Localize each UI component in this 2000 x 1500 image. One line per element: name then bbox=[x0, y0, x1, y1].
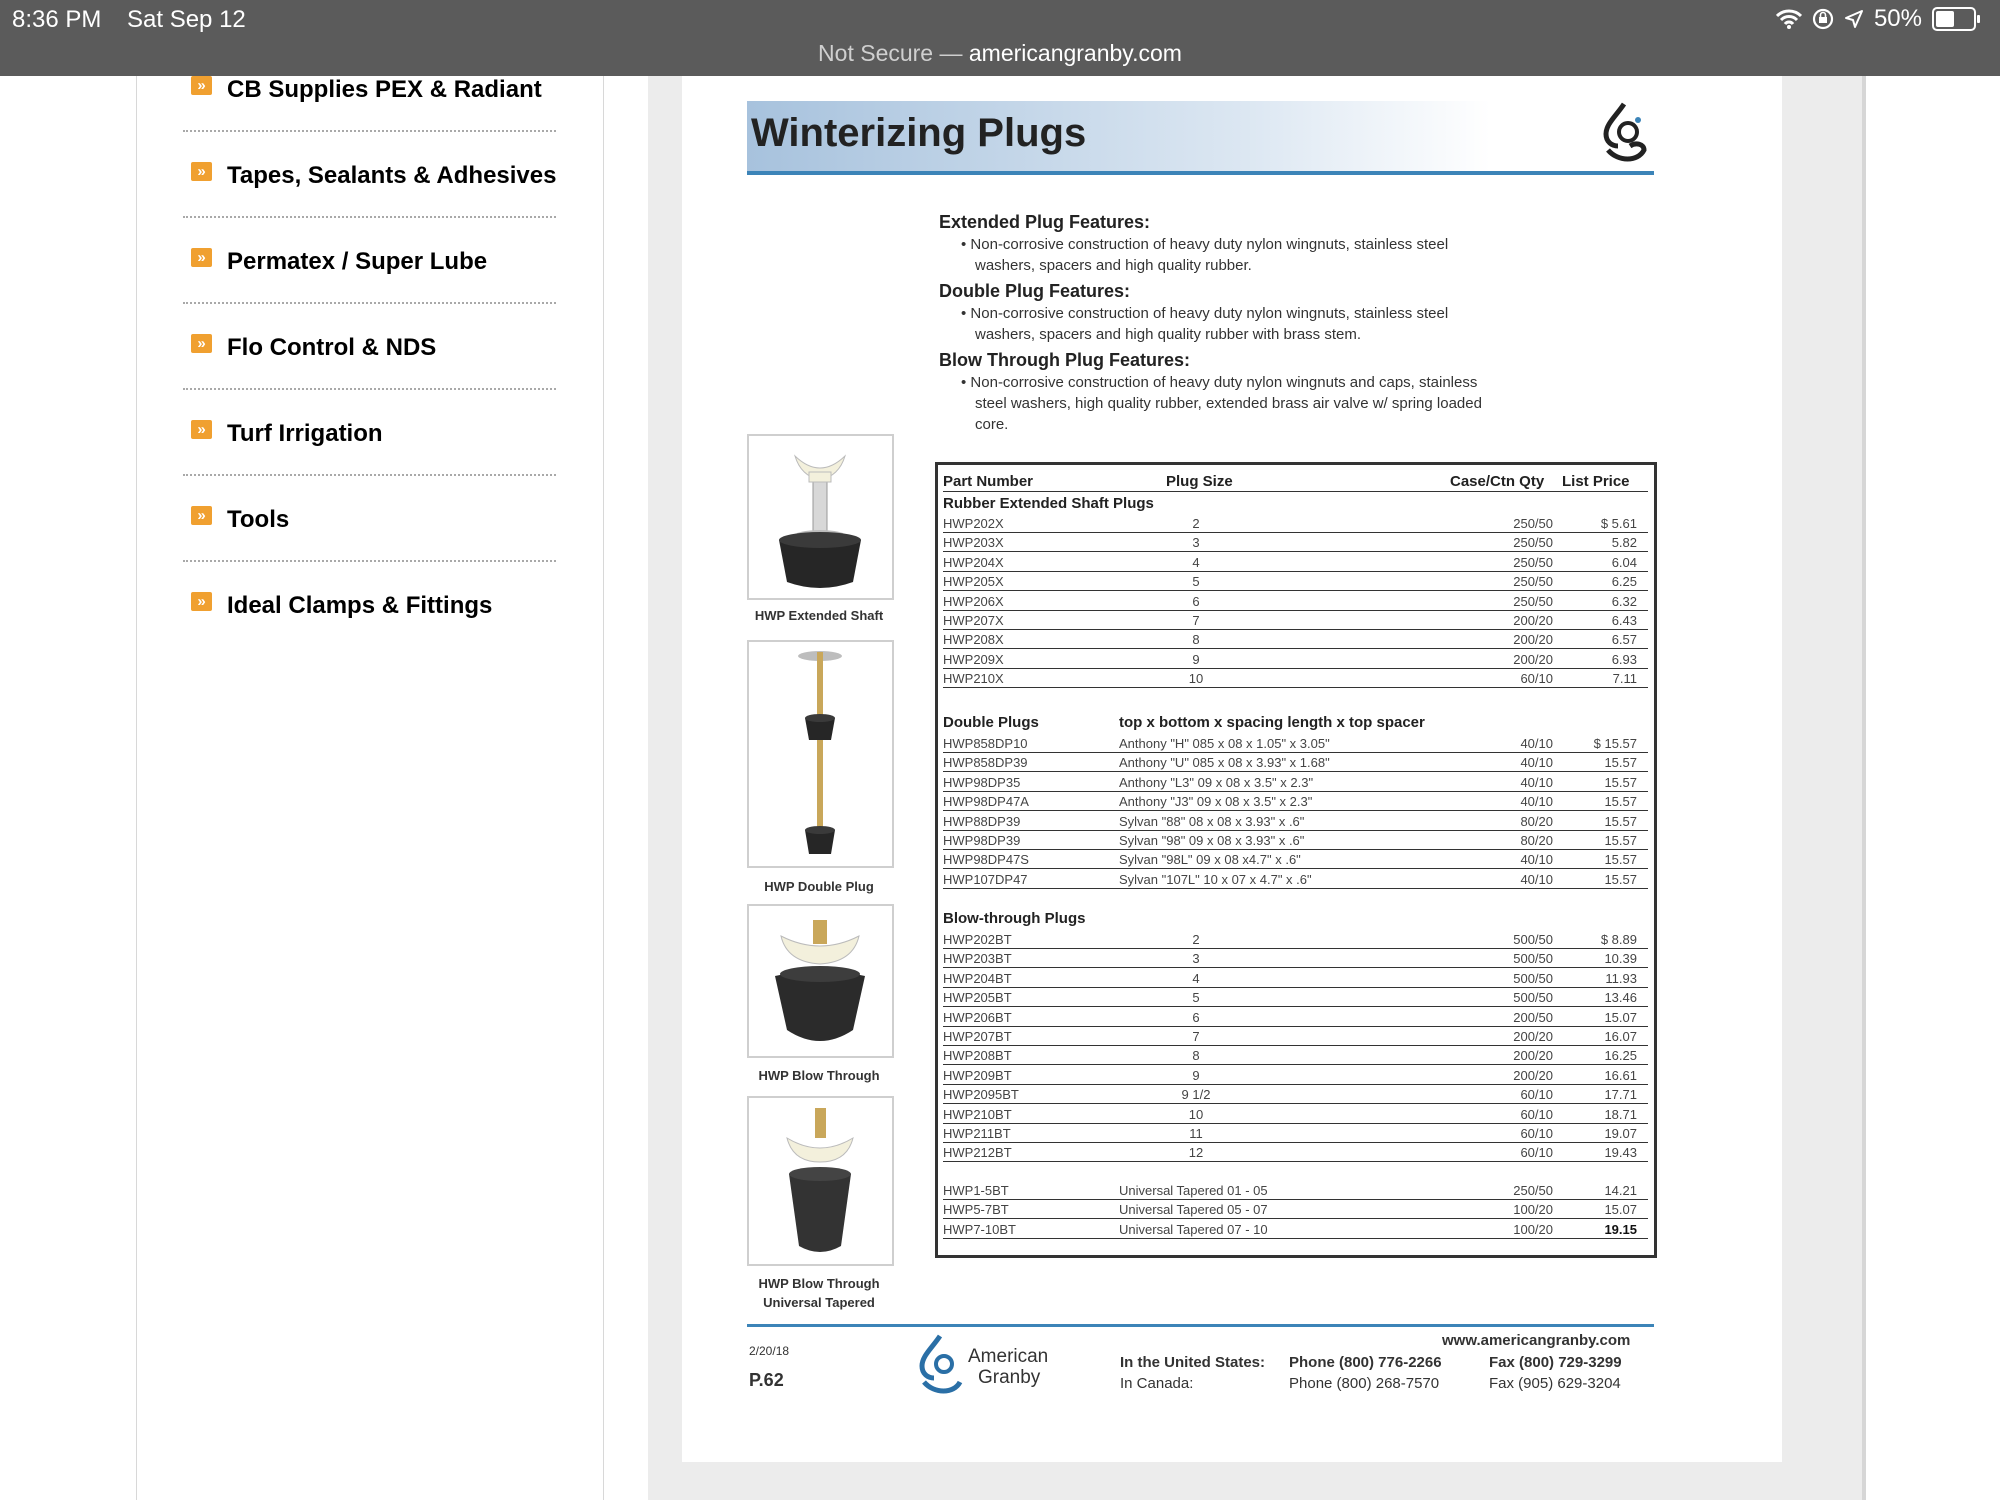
photo-caption: Universal Tapered bbox=[763, 1295, 875, 1310]
cell-part: HWP206X bbox=[943, 593, 1004, 609]
cell-size: 3 bbox=[1192, 951, 1200, 967]
feature-heading: Double Plug Features: bbox=[939, 281, 1131, 301]
table-row bbox=[943, 592, 1648, 611]
cell-part: HWP98DP35 bbox=[943, 774, 1021, 790]
feature-heading: Blow Through Plug Features: bbox=[939, 350, 1190, 370]
cell-qty: 250/50 bbox=[1513, 554, 1553, 570]
cell-qty: 40/10 bbox=[1520, 774, 1553, 790]
header-part-number: Part Number bbox=[943, 473, 1034, 490]
footer-brand-line-1: American bbox=[968, 1346, 1049, 1367]
divider bbox=[183, 560, 556, 562]
cell-size: 6 bbox=[1192, 1009, 1200, 1025]
cell-size: 9 1/2 bbox=[1181, 1087, 1211, 1103]
table-row bbox=[943, 669, 1648, 688]
cell-size: 8 bbox=[1192, 1048, 1200, 1064]
cell-qty: 200/20 bbox=[1513, 613, 1553, 628]
cell-qty: 250/50 bbox=[1513, 1183, 1553, 1198]
orientation-lock-icon bbox=[1812, 8, 1834, 30]
cell-qty: 80/20 bbox=[1520, 833, 1553, 848]
sidebar-item-label[interactable]: Permatex / Super Lube bbox=[227, 248, 488, 275]
cell-desc: Anthony "U" 085 x 08 x 3.93" x 1.68" bbox=[1119, 755, 1330, 771]
footer-us-fax: Fax (800) 729-3299 bbox=[1489, 1354, 1622, 1371]
cell-price: 16.61 bbox=[1604, 1067, 1637, 1083]
table-row bbox=[943, 1105, 1648, 1124]
cell-price: 15.07 bbox=[1604, 1009, 1637, 1025]
footer-us-phone: Phone (800) 776-2266 bbox=[1289, 1354, 1442, 1371]
section-title-extended: Rubber Extended Shaft Plugs bbox=[943, 495, 1154, 512]
cell-part: HWP211BT bbox=[943, 1126, 1011, 1141]
footer-canada-label: In Canada: bbox=[1120, 1375, 1194, 1392]
cell-size: 10 bbox=[1188, 671, 1204, 687]
cell-price: 10.39 bbox=[1604, 951, 1637, 967]
table-row bbox=[943, 1143, 1648, 1162]
cell-qty: 40/10 bbox=[1520, 755, 1553, 771]
product-photo-universal-tapered bbox=[747, 1096, 894, 1266]
table-row bbox=[943, 930, 1648, 949]
table-row bbox=[943, 969, 1648, 988]
photo-caption: HWP Blow Through bbox=[758, 1068, 880, 1083]
cell-part: HWP210X bbox=[943, 671, 1004, 687]
cell-qty: 200/20 bbox=[1513, 1048, 1553, 1064]
sidebar-item-turf-irrigation[interactable] bbox=[191, 420, 571, 506]
cell-part: HWP206BT bbox=[943, 1009, 1012, 1025]
product-photo-extended-shaft bbox=[747, 434, 894, 600]
wifi-icon bbox=[1776, 9, 1802, 29]
table-row bbox=[943, 1027, 1648, 1046]
cell-qty: 60/10 bbox=[1520, 1126, 1553, 1141]
cell-size: 9 bbox=[1192, 651, 1200, 667]
cell-price: 15.57 bbox=[1604, 833, 1637, 848]
footer-page-number: P.62 bbox=[749, 1370, 784, 1390]
footer-rule bbox=[747, 1324, 1654, 1327]
cell-qty: 200/20 bbox=[1513, 1067, 1553, 1083]
cell-price: 6.93 bbox=[1611, 651, 1637, 667]
double-chevron-icon: » bbox=[191, 506, 212, 525]
table-row bbox=[943, 1066, 1648, 1085]
american-granby-footer-logo-icon bbox=[916, 1334, 964, 1396]
cell-size: 7 bbox=[1192, 1029, 1200, 1044]
cell-part: HWP209BT bbox=[943, 1067, 1012, 1083]
table-row bbox=[943, 611, 1648, 630]
table-row bbox=[943, 831, 1648, 850]
cell-price: 19.07 bbox=[1604, 1126, 1637, 1141]
double-desc-header: top x bottom x spacing length x top spacer bbox=[1119, 714, 1425, 731]
cell-price: 15.57 bbox=[1604, 852, 1637, 868]
cell-price: 15.57 bbox=[1604, 871, 1637, 887]
table-row bbox=[943, 850, 1648, 869]
double-chevron-icon: » bbox=[191, 334, 212, 353]
cell-part: HWP7-10BT bbox=[943, 1221, 1016, 1237]
cell-price: 15.57 bbox=[1604, 794, 1637, 810]
footer-us-label: In the United States: bbox=[1120, 1354, 1266, 1371]
cell-qty: 100/20 bbox=[1513, 1202, 1553, 1218]
cell-part: HWP205X bbox=[943, 574, 1004, 590]
cell-size: 9 bbox=[1192, 1067, 1200, 1083]
cell-price: 5.82 bbox=[1611, 535, 1637, 551]
cell-qty: 200/20 bbox=[1513, 651, 1553, 667]
cell-part: HWP98DP39 bbox=[943, 833, 1021, 848]
double-chevron-icon: » bbox=[191, 162, 212, 181]
table-row bbox=[943, 533, 1648, 552]
sidebar-item-ideal-clamps[interactable] bbox=[191, 592, 571, 678]
cell-size: 10 bbox=[1188, 1106, 1204, 1122]
cell-qty: 60/10 bbox=[1520, 1145, 1553, 1161]
table-row bbox=[943, 630, 1648, 649]
cell-price: $ 8.89 bbox=[1600, 932, 1637, 947]
page-title-bar bbox=[747, 101, 1654, 175]
cell-qty: 200/20 bbox=[1513, 1029, 1553, 1044]
double-chevron-icon: » bbox=[191, 248, 212, 267]
table-row bbox=[943, 1008, 1648, 1027]
status-date: Sat Sep 12 bbox=[127, 6, 246, 33]
battery-percent: 50% bbox=[1873, 5, 1922, 32]
sidebar-item-label[interactable]: CB Supplies PEX & Radiant bbox=[227, 76, 542, 103]
cell-part: HWP204X bbox=[943, 554, 1004, 570]
cell-price: $ 15.57 bbox=[1593, 736, 1637, 751]
cell-size: 5 bbox=[1192, 990, 1200, 1006]
footer-date: 2/20/18 bbox=[749, 1344, 790, 1358]
page-title: Winterizing Plugs bbox=[751, 111, 1087, 155]
cell-qty: 80/20 bbox=[1520, 813, 1553, 829]
cell-price: 6.32 bbox=[1611, 593, 1637, 609]
address-domain: americangranby.com bbox=[968, 40, 1182, 66]
cell-desc: Anthony "J3" 09 x 08 x 3.5" x 2.3" bbox=[1119, 794, 1313, 810]
cell-part: HWP98DP47S bbox=[943, 852, 1029, 868]
footer-canada-fax: Fax (905) 629-3204 bbox=[1489, 1375, 1621, 1392]
feature-bullet: • Non-corrosive construction of heavy duty nylon wingnuts and caps, stainless steel washers, high quality rubber, extended brass air valve w/ spring loaded core. bbox=[961, 374, 1482, 433]
cell-size: 2 bbox=[1192, 516, 1200, 531]
cell-size: 12 bbox=[1188, 1145, 1204, 1161]
cell-part: HWP205BT bbox=[943, 990, 1012, 1006]
divider bbox=[183, 474, 556, 476]
sidebar-item-flo-control[interactable] bbox=[191, 334, 571, 420]
cell-part: HWP208BT bbox=[943, 1048, 1012, 1064]
cell-price: 6.43 bbox=[1611, 613, 1637, 628]
cell-qty: 40/10 bbox=[1520, 736, 1553, 751]
sidebar-item-permatex[interactable] bbox=[191, 248, 571, 334]
cell-price: 6.57 bbox=[1611, 632, 1637, 648]
cell-qty: 500/50 bbox=[1513, 990, 1553, 1006]
cell-qty: 500/50 bbox=[1513, 970, 1553, 986]
footer-brand-line-2: Granby bbox=[978, 1367, 1041, 1388]
photo-caption: HWP Blow Through bbox=[758, 1276, 880, 1291]
cell-qty: 40/10 bbox=[1520, 852, 1553, 868]
cell-qty: 40/10 bbox=[1520, 871, 1553, 887]
cell-part: HWP858DP10 bbox=[943, 736, 1028, 751]
cell-part: HWP5-7BT bbox=[943, 1202, 1009, 1218]
viewer-scroll-edge bbox=[1862, 76, 1866, 1500]
cell-price: 15.57 bbox=[1604, 813, 1637, 829]
not-secure-label: Not Secure bbox=[818, 40, 934, 66]
table-row bbox=[943, 1200, 1648, 1219]
cell-desc: Sylvan "98L" 09 x 08 x4.7" x .6" bbox=[1119, 852, 1301, 868]
cell-size: 6 bbox=[1192, 593, 1200, 609]
cell-part: HWP1-5BT bbox=[943, 1183, 1009, 1198]
cell-desc: Universal Tapered 05 - 07 bbox=[1119, 1202, 1268, 1218]
cell-size: 7 bbox=[1192, 613, 1200, 628]
cell-price: 16.07 bbox=[1604, 1029, 1637, 1044]
cell-qty: 40/10 bbox=[1520, 794, 1553, 810]
cell-price: 18.71 bbox=[1604, 1106, 1637, 1122]
sidebar-item-label[interactable]: Flo Control & NDS bbox=[227, 334, 437, 361]
sidebar-item-label[interactable]: Tapes, Sealants & Adhesives bbox=[227, 162, 557, 189]
cell-size: 8 bbox=[1192, 632, 1200, 648]
table-row bbox=[943, 1220, 1648, 1239]
cell-price: 19.43 bbox=[1604, 1145, 1637, 1161]
cell-size: 3 bbox=[1192, 535, 1200, 551]
cell-price: $ 5.61 bbox=[1600, 516, 1637, 531]
sidebar-item-label[interactable]: Turf Irrigation bbox=[227, 420, 383, 447]
battery-icon bbox=[1932, 7, 1976, 31]
table-row bbox=[943, 553, 1648, 572]
product-photo-blow-through bbox=[747, 904, 894, 1058]
cell-part: HWP207BT bbox=[943, 1029, 1012, 1044]
divider bbox=[183, 302, 556, 304]
cell-qty: 500/50 bbox=[1513, 932, 1553, 947]
cell-qty: 250/50 bbox=[1513, 535, 1553, 551]
cell-desc: Sylvan "107L" 10 x 07 x 4.7" x .6" bbox=[1119, 871, 1312, 887]
footer-website[interactable]: www.americangranby.com bbox=[1442, 1332, 1631, 1349]
cell-qty: 500/50 bbox=[1513, 951, 1553, 967]
cell-price: 7.11 bbox=[1612, 671, 1637, 687]
feature-heading: Extended Plug Features: bbox=[939, 212, 1151, 232]
table-row bbox=[943, 650, 1648, 669]
table-row bbox=[943, 812, 1648, 831]
address-bar[interactable] bbox=[0, 40, 2000, 67]
status-time: 8:36 PM bbox=[12, 6, 102, 33]
cell-part: HWP88DP39 bbox=[943, 813, 1021, 829]
cell-part: HWP858DP39 bbox=[943, 755, 1028, 771]
cell-price: 17.71 bbox=[1604, 1087, 1637, 1103]
feature-block-extended bbox=[939, 210, 1499, 276]
cell-size: 2 bbox=[1192, 932, 1200, 947]
cell-price: 11.93 bbox=[1605, 970, 1637, 986]
header-list-price: List Price bbox=[1562, 473, 1630, 490]
cell-price: 15.07 bbox=[1604, 1202, 1637, 1218]
table-row bbox=[943, 753, 1648, 772]
table-row bbox=[943, 1085, 1648, 1104]
cell-qty: 250/50 bbox=[1513, 516, 1553, 531]
cell-qty: 200/20 bbox=[1513, 632, 1553, 648]
cell-qty: 200/50 bbox=[1513, 1009, 1553, 1025]
section-title-double: Double Plugs bbox=[943, 714, 1039, 731]
sidebar-item-label[interactable]: Ideal Clamps & Fittings bbox=[227, 592, 493, 619]
cell-part: HWP98DP47A bbox=[943, 794, 1029, 810]
cell-part: HWP207X bbox=[943, 613, 1004, 628]
feature-bullet: • Non-corrosive construction of heavy duty nylon wingnuts, stainless steel washers, spacers and high quality rubber. bbox=[961, 236, 1449, 274]
cell-price: 14.21 bbox=[1604, 1183, 1637, 1198]
cell-price: 19.15 bbox=[1604, 1221, 1637, 1237]
cell-size: 5 bbox=[1192, 574, 1200, 590]
table-row bbox=[943, 773, 1648, 792]
cell-part: HWP210BT bbox=[943, 1106, 1012, 1122]
browser-top-bar bbox=[0, 0, 2000, 76]
sidebar-item-cb-supplies[interactable] bbox=[191, 76, 571, 162]
header-plug-size: Plug Size bbox=[1166, 473, 1233, 490]
double-chevron-icon: » bbox=[191, 592, 212, 611]
cell-part: HWP209X bbox=[943, 651, 1004, 667]
feature-bullet: • Non-corrosive construction of heavy duty nylon wingnuts, stainless steel washers, spacers and high quality rubber with brass stem. bbox=[961, 305, 1449, 343]
cell-part: HWP208X bbox=[943, 632, 1004, 648]
cell-part: HWP203X bbox=[943, 535, 1004, 551]
cell-qty: 250/50 bbox=[1513, 593, 1553, 609]
price-table bbox=[935, 462, 1657, 1258]
sidebar-item-label[interactable]: Tools bbox=[227, 506, 290, 533]
location-icon bbox=[1844, 9, 1864, 29]
cell-desc: Anthony "H" 085 x 08 x 1.05" x 3.05" bbox=[1119, 736, 1330, 751]
cell-size: 4 bbox=[1192, 970, 1200, 986]
cell-qty: 60/10 bbox=[1520, 1087, 1553, 1103]
category-sidebar bbox=[136, 76, 604, 1500]
table-row bbox=[943, 734, 1648, 753]
cell-desc: Universal Tapered 07 - 10 bbox=[1119, 1221, 1268, 1237]
table-row bbox=[943, 870, 1648, 889]
table-row bbox=[943, 514, 1648, 533]
address-separator: — bbox=[933, 40, 969, 66]
cell-desc: Sylvan "88" 08 x 08 x 3.93" x .6" bbox=[1119, 813, 1305, 829]
photo-caption: HWP Double Plug bbox=[764, 879, 874, 894]
table-row bbox=[943, 1181, 1648, 1200]
table-row bbox=[943, 949, 1648, 968]
table-row bbox=[943, 792, 1648, 811]
catalog-page bbox=[682, 76, 1782, 1462]
cell-size: 11 bbox=[1189, 1126, 1203, 1141]
photo-caption: HWP Extended Shaft bbox=[754, 608, 884, 623]
cell-price: 6.25 bbox=[1611, 574, 1637, 590]
cell-price: 15.57 bbox=[1604, 755, 1637, 771]
cell-price: 15.57 bbox=[1604, 774, 1637, 790]
section-title-blow: Blow-through Plugs bbox=[943, 910, 1086, 927]
table-row bbox=[943, 988, 1648, 1007]
status-icons bbox=[1776, 5, 1976, 33]
divider bbox=[183, 130, 556, 132]
divider bbox=[183, 388, 556, 390]
footer-canada-phone: Phone (800) 268-7570 bbox=[1289, 1375, 1440, 1392]
cell-price: 16.25 bbox=[1604, 1048, 1637, 1064]
cell-desc: Universal Tapered 01 - 05 bbox=[1119, 1183, 1268, 1198]
table-row bbox=[943, 1124, 1648, 1143]
divider bbox=[183, 216, 556, 218]
cell-qty: 250/50 bbox=[1513, 574, 1553, 590]
sidebar-item-tools[interactable] bbox=[191, 506, 571, 592]
cell-desc: Sylvan "98" 09 x 08 x 3.93" x .6" bbox=[1119, 833, 1305, 848]
sidebar-item-tapes[interactable] bbox=[191, 162, 571, 248]
double-chevron-icon: » bbox=[191, 76, 212, 95]
cell-qty: 60/10 bbox=[1520, 1106, 1553, 1122]
cell-part: HWP2095BT bbox=[943, 1087, 1019, 1103]
cell-qty: 100/20 bbox=[1513, 1221, 1553, 1237]
cell-price: 13.46 bbox=[1604, 990, 1637, 1006]
cell-part: HWP212BT bbox=[943, 1145, 1012, 1161]
feature-block-double bbox=[939, 279, 1499, 345]
cell-part: HWP107DP47 bbox=[943, 871, 1028, 887]
cell-qty: 60/10 bbox=[1520, 671, 1553, 687]
cell-desc: Anthony "L3" 09 x 08 x 3.5" x 2.3" bbox=[1119, 774, 1314, 790]
table-row bbox=[943, 1046, 1648, 1065]
cell-part: HWP204BT bbox=[943, 970, 1012, 986]
table-row bbox=[943, 572, 1648, 591]
product-photo-double-plug bbox=[747, 640, 894, 868]
cell-part: HWP203BT bbox=[943, 951, 1012, 967]
cell-price: 6.04 bbox=[1611, 554, 1637, 570]
american-granby-logo-icon bbox=[1598, 102, 1650, 164]
cell-part: HWP202X bbox=[943, 516, 1004, 531]
double-chevron-icon: » bbox=[191, 420, 212, 439]
feature-block-blow-through bbox=[939, 348, 1499, 435]
cell-size: 4 bbox=[1192, 554, 1200, 570]
header-case-qty: Case/Ctn Qty bbox=[1450, 473, 1545, 490]
cell-part: HWP202BT bbox=[943, 932, 1012, 947]
